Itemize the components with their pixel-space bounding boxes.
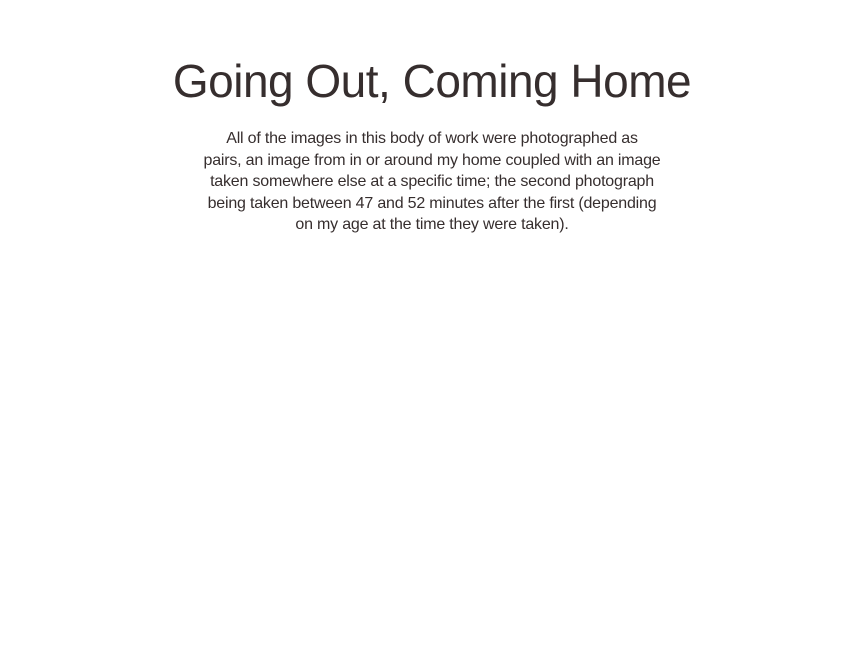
statement-line: on my age at the time they were taken). — [295, 216, 569, 233]
statement-line: taken somewhere else at a specific time; the second photograph — [210, 173, 654, 190]
statement-line: All of the images in this body of work were photographed as — [226, 130, 638, 147]
statement-line: being taken between 47 and 52 minutes after the first (depending — [207, 194, 657, 212]
statement-line: pairs, an image from in or around my home coupled with an image — [203, 151, 661, 169]
page-title: Going Out, Coming Home — [172, 55, 692, 107]
artist-statement — [152, 128, 712, 236]
